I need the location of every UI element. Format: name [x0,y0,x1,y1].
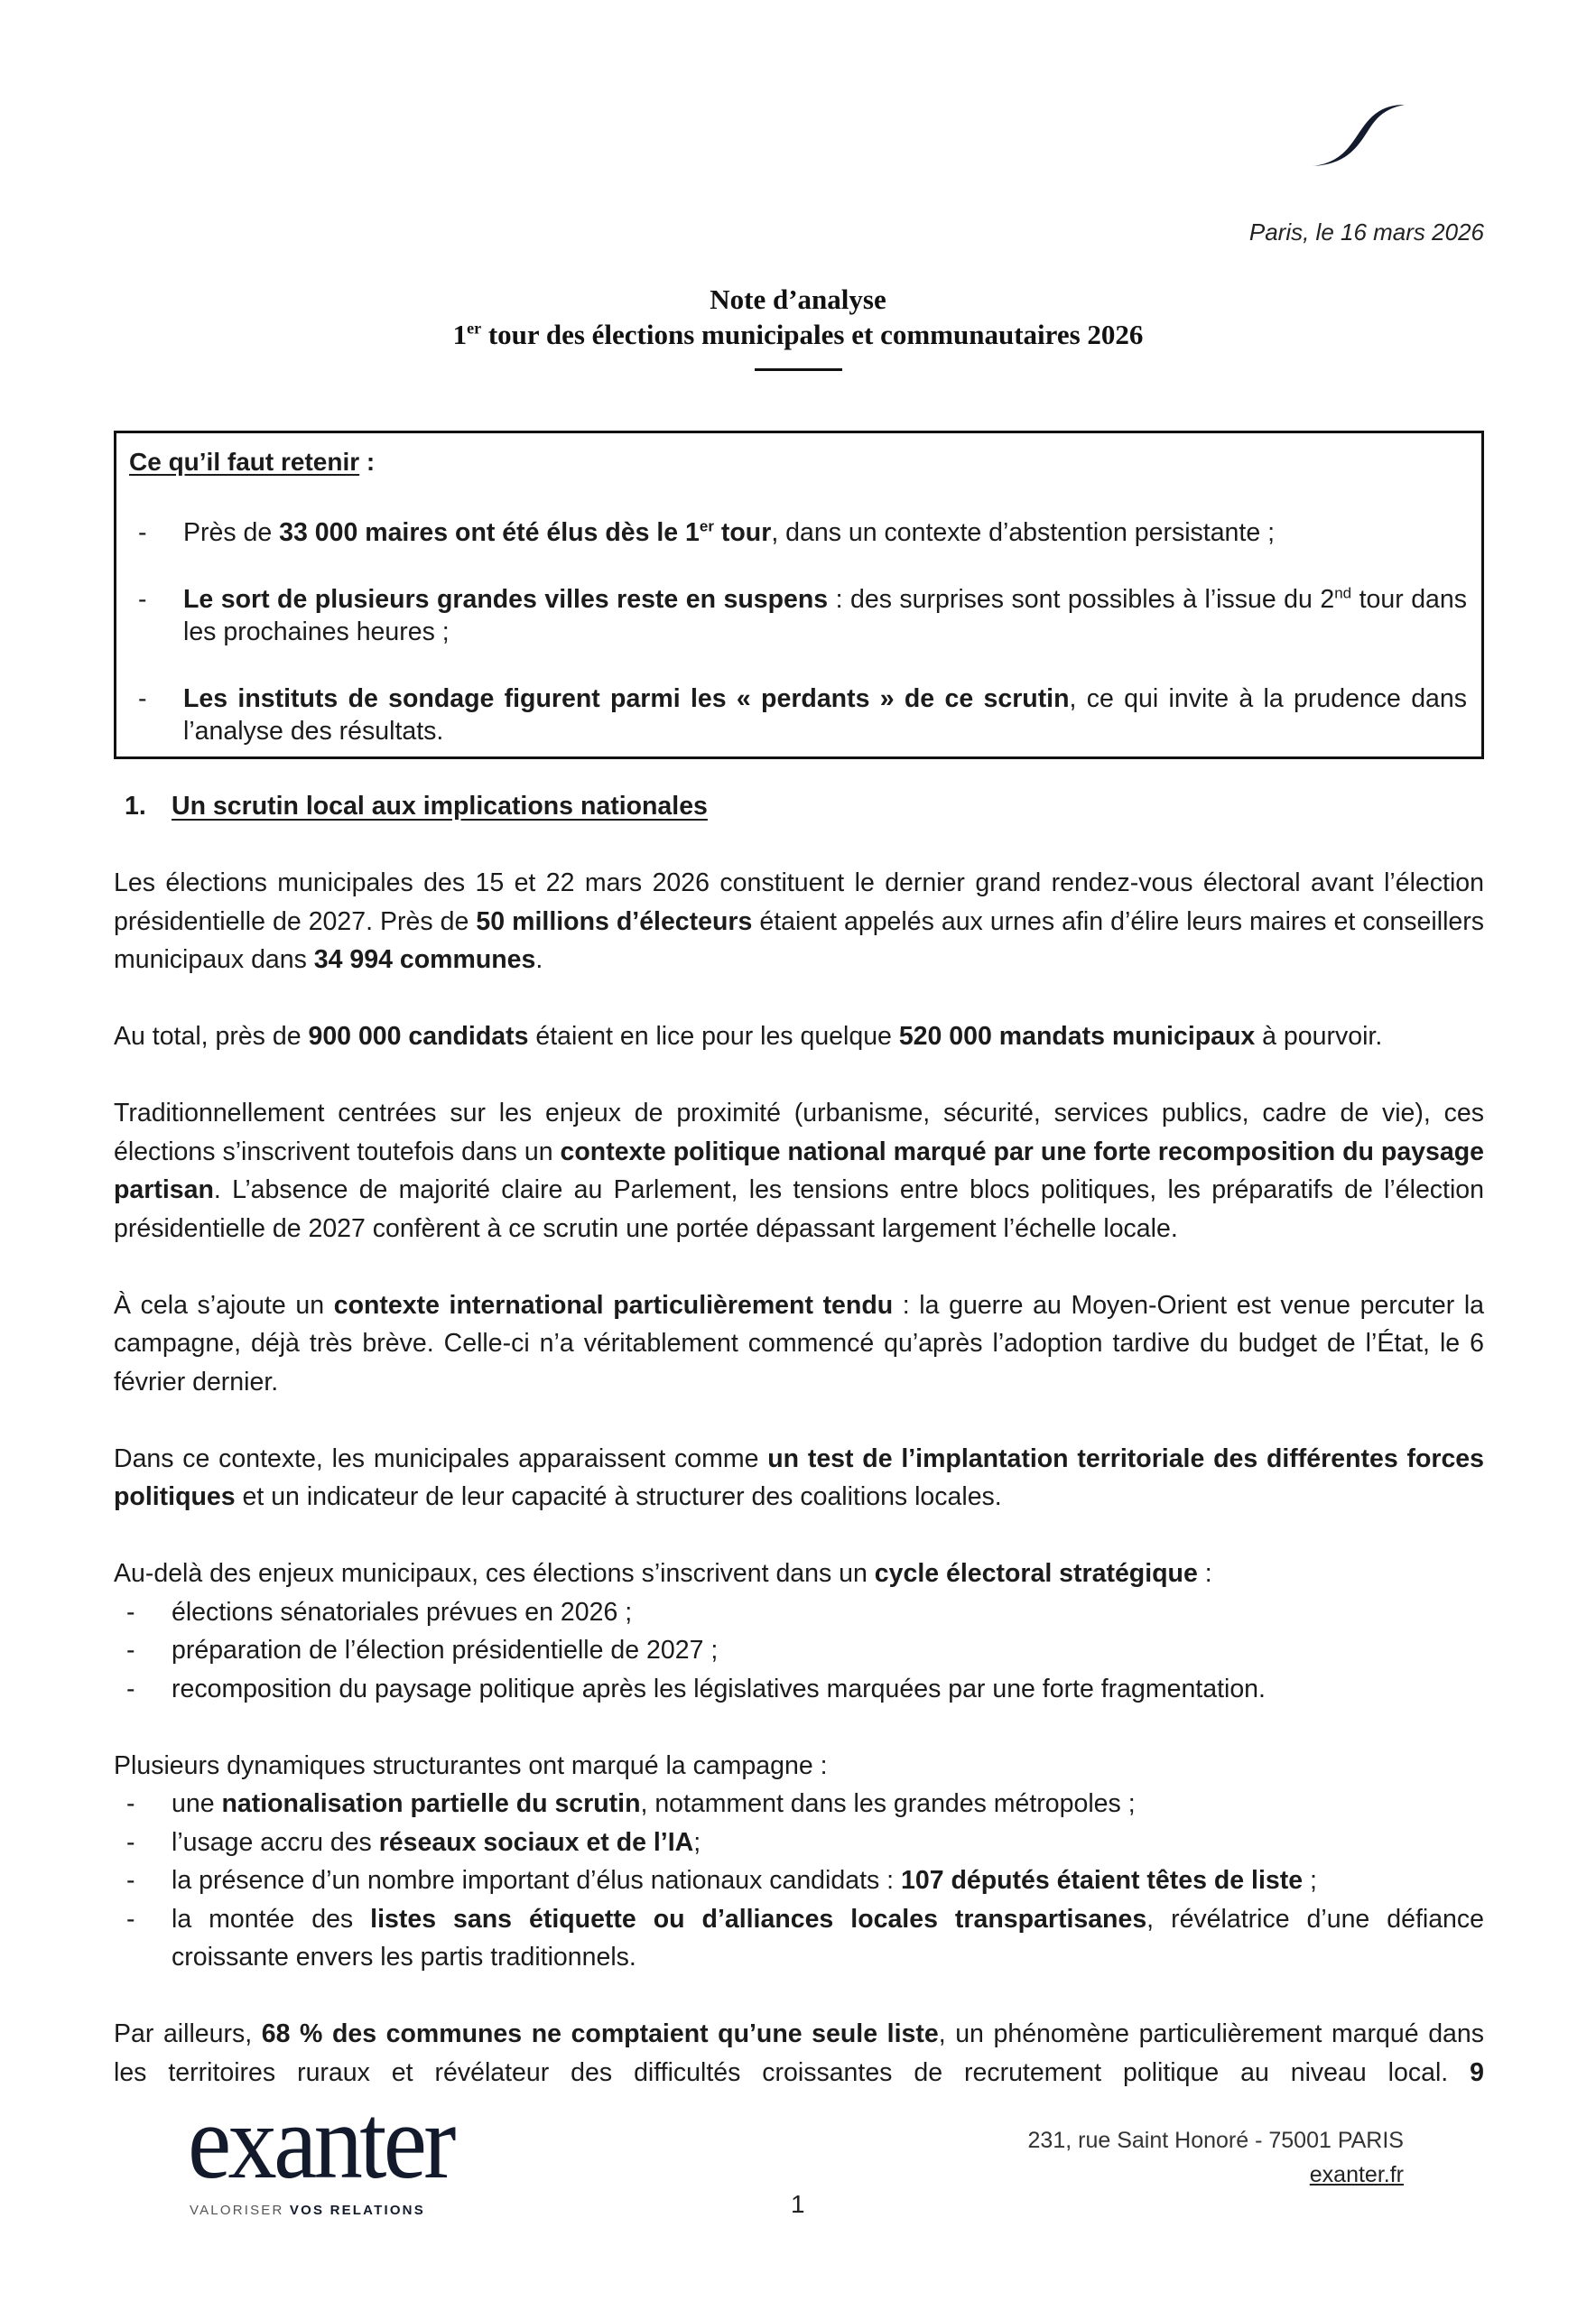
text-segment: , révélatrice d’une défiance croissante envers les partis traditionnels. [172,1904,1485,1972]
paragraph [114,1017,1484,1056]
text-segment: l’usage accru des [172,1827,379,1857]
document-date: Paris, le 16 mars 2026 [1248,218,1484,246]
bold-text: contexte politique national marqué par une forte recomposition du paysage partisan [114,1137,1484,1204]
text-segment: une [172,1789,222,1818]
paragraph [114,2015,1484,2092]
section-1 [114,787,1484,2092]
item-text [183,583,1467,648]
text-segment: la montée des [172,1904,371,1934]
text-segment: Traditionnellement centrées sur les enjeux de proximité (urbanisme, sécurité, services publics, cadre de vie), ces élections s’inscrivent toutefois dans un [114,1099,1484,1166]
text-segment: et un indicateur de leur capacité à structurer des coalitions locales. [235,1482,1002,1511]
key-takeaways-heading [129,448,375,477]
paragraph [114,1747,1484,1977]
paragraph [114,1440,1484,1517]
bullet-dash: - [138,585,147,614]
item-text [183,516,1467,549]
list-item [114,1631,1484,1670]
key-takeaways-box [114,431,1484,759]
text-segment: recomposition du paysage politique après les législatives marquées par une forte fragmentation. [172,1674,1266,1703]
key-takeaway-item [129,516,1467,549]
paragraph-text [114,1440,1484,1517]
list-item [114,1900,1484,1977]
heading-text: Ce qu’il faut retenir [129,448,360,476]
heading-colon: : [359,448,376,476]
exanter-logo: exanter [188,2083,453,2201]
bold-text: er [699,517,714,535]
text-segment: , un phénomène particulièrement marqué dans les territoires ruraux et révélateur des difficultés croissantes de recrutement politique au niveau local. [114,2019,1484,2087]
text-segment: , notamment dans les grandes métropoles ; [640,1789,1136,1818]
text-segment: Près de [183,518,280,547]
list-item [114,1670,1484,1709]
key-takeaway-item [129,583,1467,648]
bold-text: cycle électoral stratégique [874,1559,1198,1588]
paragraph [114,1555,1484,1708]
text-segment: À cela s’ajoute un [114,1290,334,1320]
text-segment: à pourvoir. [1255,1022,1383,1051]
text-segment: Plusieurs dynamiques structurantes ont marqué la campagne : [114,1750,828,1780]
bold-text: un test de l’implantation territoriale des différentes forces politiques [114,1443,1484,1511]
section-heading [114,787,1484,826]
paragraph-text [114,1555,1484,1593]
bullet-dash: - [126,1827,135,1857]
paragraph-text [114,864,1484,979]
bold-text: 68 % des communes ne comptaient qu’une seule liste [261,2019,939,2048]
title-superscript: er [467,319,482,338]
paragraph-text [114,2015,1484,2092]
footer-address-block [1028,2123,1404,2192]
paragraph-text [114,1286,1484,1402]
section-title: Un scrutin local aux implications nationales [172,792,708,821]
document-title [0,282,1596,352]
bullet-dash: - [126,1636,135,1665]
text-segment: Par ailleurs, [114,2019,262,2048]
bold-text: listes sans étiquette ou d’alliances locales transpartisanes [370,1904,1147,1934]
paragraph-text [114,1747,1484,1786]
bullet-dash: - [126,1866,135,1895]
bold-text: 33 000 maires ont été élus dès le 1 [279,518,700,547]
text-segment: ; [1303,1866,1317,1895]
text-segment: tour dans les prochaines heures ; [183,585,1467,646]
bullet-dash: - [126,1904,135,1934]
text-segment: : la guerre au Moyen-Orient est venue percuter la campagne, déjà très brève. Celle-ci n’a véritablement commencé qu’après l’adoption tardive du budget de l’État, le 6 février dernier. [114,1290,1484,1397]
list-item [114,1861,1484,1900]
text-segment: ; [693,1827,701,1857]
text-segment: : [1197,1559,1212,1588]
text-segment: , dans un contexte d’abstention persistante ; [771,518,1276,547]
bullet-dash: - [126,1674,135,1703]
logo-tagline [190,2203,425,2218]
text-segment: Dans ce contexte, les municipales apparaissent comme [114,1443,768,1473]
title-divider [755,368,842,371]
item-text [183,682,1467,747]
bold-text: contexte international particulièrement tendu [333,1290,894,1320]
list-item [114,1593,1484,1632]
bullet-dash: - [126,1597,135,1627]
bold-text: Le sort de plusieurs grandes villes reste en suspens [183,585,829,614]
paragraph [114,1286,1484,1402]
postal-address: 231, rue Saint Honoré - 75001 PARIS [1027,2128,1404,2153]
list-item [114,1785,1484,1824]
text-segment: Au total, près de [114,1022,309,1051]
bold-text: 50 millions d’électeurs [476,906,753,936]
bold-text: 520 000 mandats municipaux [898,1022,1256,1051]
text-segment: nd [1334,584,1352,602]
bold-text: réseaux sociaux et de l’IA [378,1827,694,1857]
key-takeaway-item [129,682,1467,747]
bold-text: nationalisation partielle du scrutin [221,1789,641,1818]
bold-text: 107 députés étaient têtes de liste [901,1866,1304,1895]
text-segment: la présence d’un nombre important d’élus nationaux candidats : [172,1866,901,1895]
text-segment: étaient appelés aux urnes afin d’élire leurs maires et conseillers municipaux dans [114,906,1484,974]
title-text: tour des élections municipales et communautaires 2026 [481,319,1144,350]
section-number: 1. [125,792,146,821]
text-segment: Les élections municipales des 15 et 22 mars 2026 constituent le dernier grand rendez-vous électoral avant l’élection présidentielle de 2027. Près de [114,868,1484,936]
page-number: 1 [791,2190,805,2218]
swoosh-signature-icon [1309,99,1408,172]
text-segment: . [535,945,543,974]
dash-list [114,1785,1484,1977]
bullet-dash: - [138,684,147,713]
text-segment: , ce qui invite à la prudence dans l’analyse des résultats. [183,684,1467,746]
text-segment: élections sénatoriales prévues en 2026 ; [172,1597,633,1627]
bold-text: 900 000 candidats [308,1022,529,1051]
paragraph-text [114,1017,1484,1056]
website-link[interactable]: exanter.fr [1309,2162,1404,2187]
dash-list [114,1593,1484,1709]
bullet-dash: - [126,1789,135,1818]
bold-text: tour [713,518,772,547]
text-segment: étaient en lice pour les quelque [528,1022,899,1051]
text-segment: . L’absence de majorité claire au Parlement, les tensions entre blocs politiques, les préparatifs de l’élection présidentielle de 2027 confèrent à ce scrutin une portée dépassant largement l’échelle locale. [114,1175,1484,1243]
text-segment: Au-delà des enjeux municipaux, ces élections s’inscrivent dans un [114,1559,875,1588]
paragraph [114,1094,1484,1248]
title-line-2 [0,317,1596,352]
list-item [114,1824,1484,1862]
paragraph [114,864,1484,979]
bold-text: 9 [1470,2057,1484,2087]
bullet-dash: - [138,518,147,547]
bold-text: Les instituts de sondage figurent parmi les « perdants » de ce scrutin [183,684,1070,713]
title-line-1: Note d’analyse [710,283,886,315]
paragraph-text [114,1094,1484,1248]
tagline-strong: VOS RELATIONS [289,2203,425,2218]
title-number: 1 [452,319,468,350]
bold-text: 34 994 communes [313,945,536,974]
tagline-light: VALORISER [190,2203,290,2218]
text-segment: préparation de l’élection présidentielle de 2027 ; [172,1636,719,1665]
text-segment: : des surprises sont possibles à l’issue du 2 [828,585,1335,614]
